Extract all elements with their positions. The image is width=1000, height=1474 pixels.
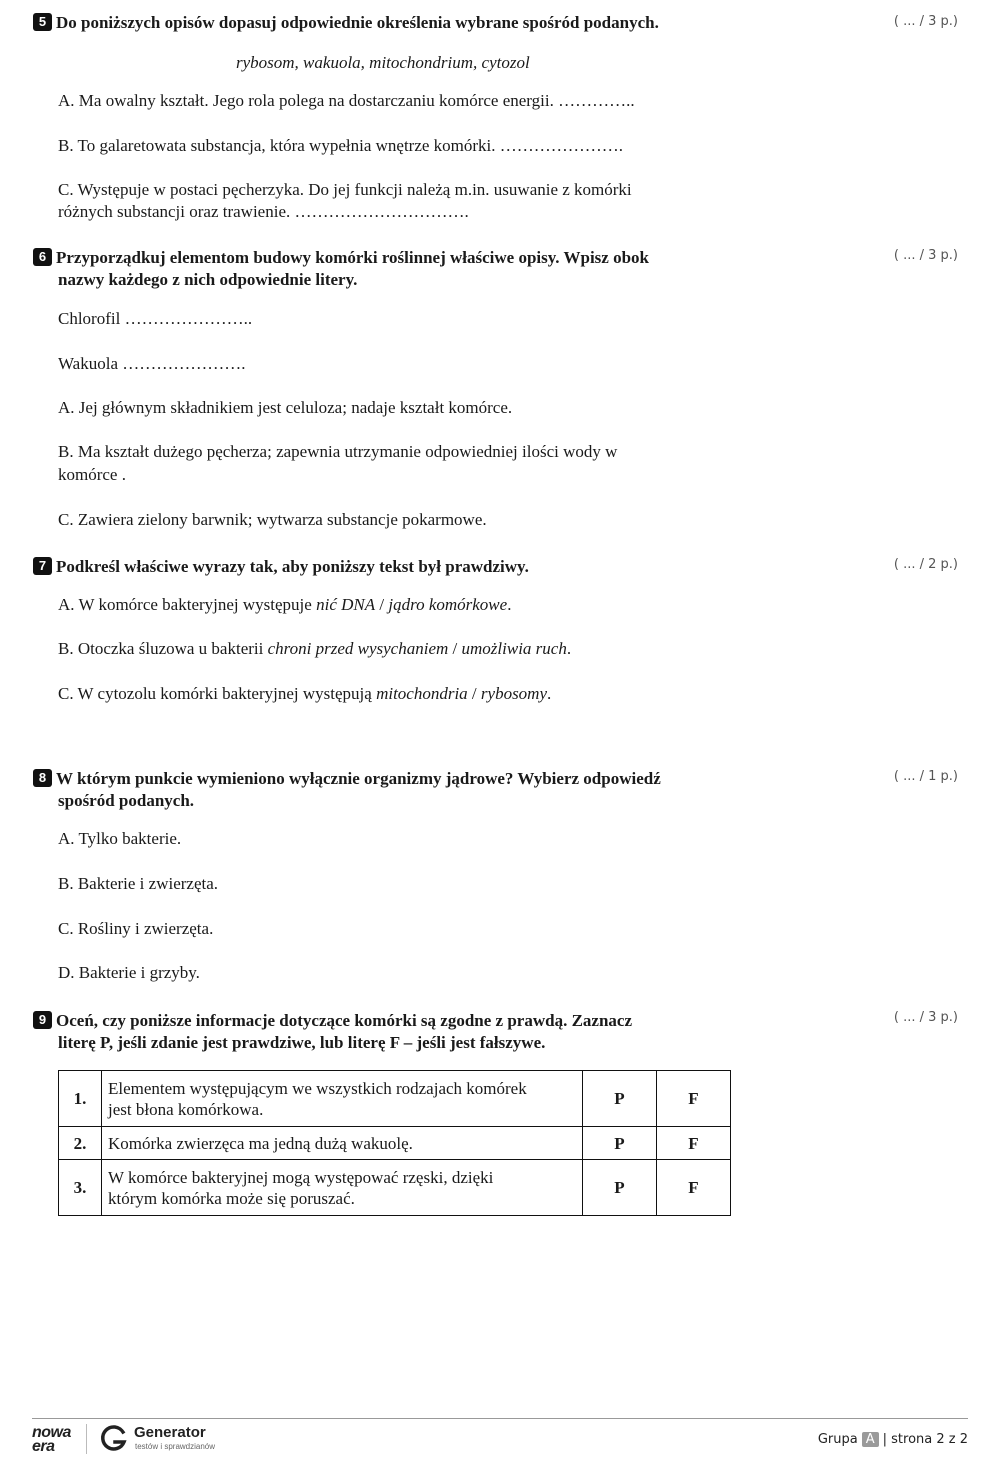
false-option[interactable]: F [657, 1071, 731, 1127]
logo-separator [86, 1424, 87, 1454]
q8-points: ( ... / 1 p.) [893, 769, 958, 784]
footer-divider [32, 1418, 968, 1419]
q5-text: Do poniższych opisów dopasuj odpowiednie określenia wybrane spośród podanych. [56, 13, 659, 32]
table-row [59, 1160, 731, 1216]
generator-logo [99, 1424, 129, 1459]
q6-item-wakuola: Wakuola …………………. [58, 354, 246, 373]
q7-points: ( ... / 2 p.) [893, 557, 958, 572]
statement-line-2: jest błona komórkowa. [108, 1099, 264, 1119]
logo-nowa-text: nowa [32, 1424, 71, 1441]
q5-number: 5 [33, 13, 52, 31]
q7-b-option-1[interactable]: chroni przed wysychaniem [267, 639, 449, 658]
q7-a-end: . [507, 595, 512, 614]
nowa-era-logo [32, 1426, 71, 1454]
q7-b-prefix: B. Otoczka śluzowa u bakterii [58, 639, 268, 658]
statement-line-1: W komórce bakteryjnej mogą występować rzęski, dzięki [108, 1167, 494, 1187]
page-footer-info [818, 1432, 968, 1447]
true-option[interactable]: P [583, 1071, 657, 1127]
q7-number: 7 [33, 557, 52, 575]
q9-number: 9 [33, 1011, 52, 1029]
q5-item-c-line2: różnych substancji oraz trawienie. …………………………. [58, 202, 469, 221]
q5-item-c-line1: C. Występuje w postaci pęcherzyka. Do jej funkcji należą m.in. usuwanie z komórki [58, 180, 632, 199]
q5-word-bank: rybosom, wakuola, mitochondrium, cytozol [236, 53, 530, 72]
q6-heading [33, 247, 793, 269]
q6-desc-b-line2: komórce . [58, 465, 126, 484]
table-row [59, 1127, 731, 1160]
generator-g-icon [99, 1424, 129, 1454]
q7-a-prefix: A. W komórce bakteryjnej występuje [58, 595, 317, 614]
q7-a-option-2[interactable]: jądro komórkowe [388, 595, 508, 614]
q8-heading [33, 768, 793, 790]
q8-text-line1: W którym punkcie wymieniono wyłącznie organizmy jądrowe? Wybierz odpowiedź [56, 769, 661, 788]
q7-b-end: . [566, 639, 572, 658]
q6-text-line1: Przyporządkuj elementom budowy komórki roślinnej właściwe opisy. Wpisz obok [56, 248, 649, 267]
grupa-label: Grupa [817, 1432, 858, 1447]
q8-number: 8 [33, 769, 52, 787]
q7-c-separator: / [467, 684, 481, 703]
q7-b-option-2[interactable]: umożliwia ruch [461, 639, 567, 658]
q7-c-prefix: C. W cytozolu komórki bakteryjnej występują [58, 684, 377, 703]
statement-line-1: Elementem występującym we wszystkich rodzajach komórek [108, 1078, 527, 1098]
true-option[interactable]: P [583, 1160, 657, 1216]
q6-item-chlorofil: Chlorofil ………………….. [58, 309, 253, 328]
page-number: | strona 2 z 2 [882, 1432, 968, 1447]
q7-sentence-a [58, 594, 511, 616]
q6-text-line2: nazwy każdego z nich odpowiednie litery. [58, 270, 358, 289]
row-number: 1. [59, 1071, 102, 1127]
q7-heading [33, 556, 793, 578]
q7-c-end: . [547, 684, 552, 703]
q6-desc-c: C. Zawiera zielony barwnik; wytwarza substancje pokarmowe. [58, 510, 487, 529]
q8-text-line2: spośród podanych. [58, 791, 195, 810]
q9-text-line1: Oceń, czy poniższe informacje dotyczące komórki są zgodne z prawdą. Zaznacz [56, 1011, 632, 1030]
q7-text: Podkreśl właściwe wyrazy tak, aby poniższy tekst był prawdziwy. [56, 557, 529, 576]
q6-desc-b-line1: B. Ma kształt dużego pęcherza; zapewnia utrzymanie odpowiedniej ilości wody w [58, 442, 618, 461]
row-statement: Komórka zwierzęca ma jedną dużą wakuolę. [102, 1127, 583, 1160]
true-option[interactable]: P [583, 1127, 657, 1160]
statement-line-2: którym komórka może się poruszać. [108, 1188, 355, 1208]
q5-item-a: A. Ma owalny kształt. Jego rola polega na dostarczaniu komórce energii. ………….. [58, 91, 635, 110]
generator-subtitle: testów i sprawdzianów [135, 1442, 216, 1451]
q7-a-separator: / [375, 595, 389, 614]
false-option[interactable]: F [657, 1127, 731, 1160]
q7-sentence-b [58, 638, 571, 660]
q9-points: ( ... / 3 p.) [893, 1010, 958, 1025]
q5-points: ( ... / 3 p.) [893, 14, 958, 29]
q7-b-separator: / [448, 639, 462, 658]
generator-title: Generator [134, 1424, 206, 1441]
q7-c-option-2[interactable]: rybosomy [480, 684, 548, 703]
q5-item-b: B. To galaretowata substancja, która wypełnia wnętrze komórki. …………………. [58, 136, 624, 155]
q7-a-option-1[interactable]: nić DNA [316, 595, 376, 614]
row-number: 2. [59, 1127, 102, 1160]
q8-option-a[interactable]: A. Tylko bakterie. [58, 829, 182, 848]
q6-number: 6 [33, 248, 52, 266]
q8-option-b[interactable]: B. Bakterie i zwierzęta. [58, 874, 219, 893]
logo-era-text: era [32, 1438, 55, 1455]
row-statement [102, 1160, 583, 1216]
q8-option-c[interactable]: C. Rośliny i zwierzęta. [58, 919, 214, 938]
q8-option-d[interactable]: D. Bakterie i grzyby. [58, 963, 200, 982]
q9-true-false-table [58, 1070, 731, 1216]
q7-c-option-1[interactable]: mitochondria [376, 684, 468, 703]
grupa-badge: A [862, 1432, 879, 1447]
q5-heading [33, 12, 793, 34]
q7-sentence-c [58, 683, 551, 705]
false-option[interactable]: F [657, 1160, 731, 1216]
q9-heading [33, 1010, 793, 1032]
q6-desc-a: A. Jej głównym składnikiem jest celuloza; nadaje kształt komórce. [58, 398, 513, 417]
row-number: 3. [59, 1160, 102, 1216]
row-statement [102, 1071, 583, 1127]
q9-text-line2: literę P, jeśli zdanie jest prawdziwe, lub literę F – jeśli jest fałszywe. [58, 1033, 546, 1052]
q6-points: ( ... / 3 p.) [893, 248, 958, 263]
table-row [59, 1071, 731, 1127]
